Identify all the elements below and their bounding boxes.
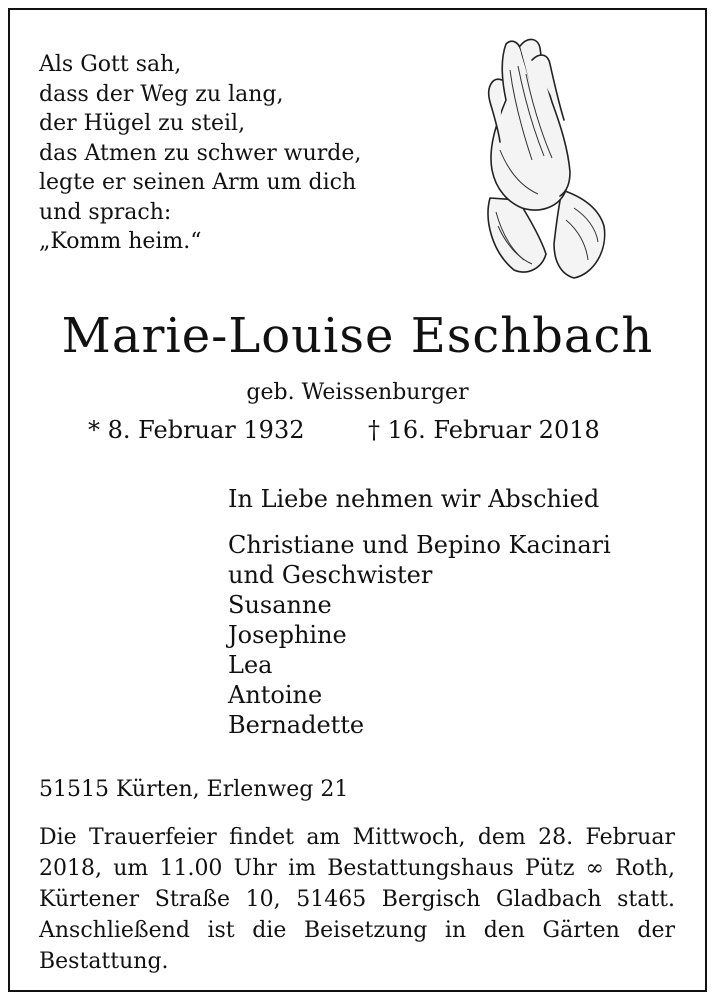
mourner-line: Susanne bbox=[228, 591, 332, 619]
poem-line: Als Gott sah, bbox=[39, 52, 182, 77]
service-line: Die Trauerfeier findet am Mittwoch, dem 28. Februar bbox=[39, 825, 675, 850]
mourner-line: Lea bbox=[228, 651, 273, 679]
death-date: † 16. Februar 2018 bbox=[368, 416, 600, 444]
mourners-list bbox=[228, 530, 611, 740]
mourner-line: Christiane und Bepino Kacinari bbox=[228, 531, 611, 559]
poem-line: „Komm heim.“ bbox=[39, 229, 202, 254]
poem-line: der Hügel zu steil, bbox=[39, 111, 246, 136]
mourner-line: und Geschwister bbox=[228, 561, 433, 589]
poem-line: das Atmen zu schwer wurde, bbox=[39, 140, 362, 166]
poem-line: legte er seinen Arm um dich bbox=[39, 170, 357, 195]
birth-date: * 8. Februar 1932 bbox=[88, 416, 305, 444]
mourner-line: Bernadette bbox=[228, 711, 365, 739]
poem-line: dass der Weg zu lang, bbox=[39, 81, 284, 107]
poem-line: und sprach: bbox=[39, 199, 172, 225]
service-details bbox=[39, 822, 675, 977]
service-line: 2018, um 11.00 Uhr im Bestattungshaus Pütz ∞ Roth, bbox=[39, 856, 675, 881]
mourner-line: Antoine bbox=[228, 681, 323, 709]
poem bbox=[39, 50, 361, 257]
birth-name: geb. Weissenburger bbox=[246, 380, 469, 405]
deceased-name: Marie-Louise Eschbach bbox=[61, 308, 654, 364]
mourner-line: Josephine bbox=[228, 621, 347, 649]
farewell-line: In Liebe nehmen wir Abschied bbox=[228, 485, 600, 513]
service-line: Bestattung. bbox=[39, 949, 169, 974]
service-line: Kürtener Straße 10, 51465 Bergisch Gladbach statt. bbox=[39, 887, 675, 912]
service-line: Anschließend ist die Beisetzung in den Gärten der bbox=[39, 918, 675, 943]
family-address: 51515 Kürten, Erlenweg 21 bbox=[39, 777, 349, 802]
praying-hands-icon bbox=[462, 30, 610, 280]
